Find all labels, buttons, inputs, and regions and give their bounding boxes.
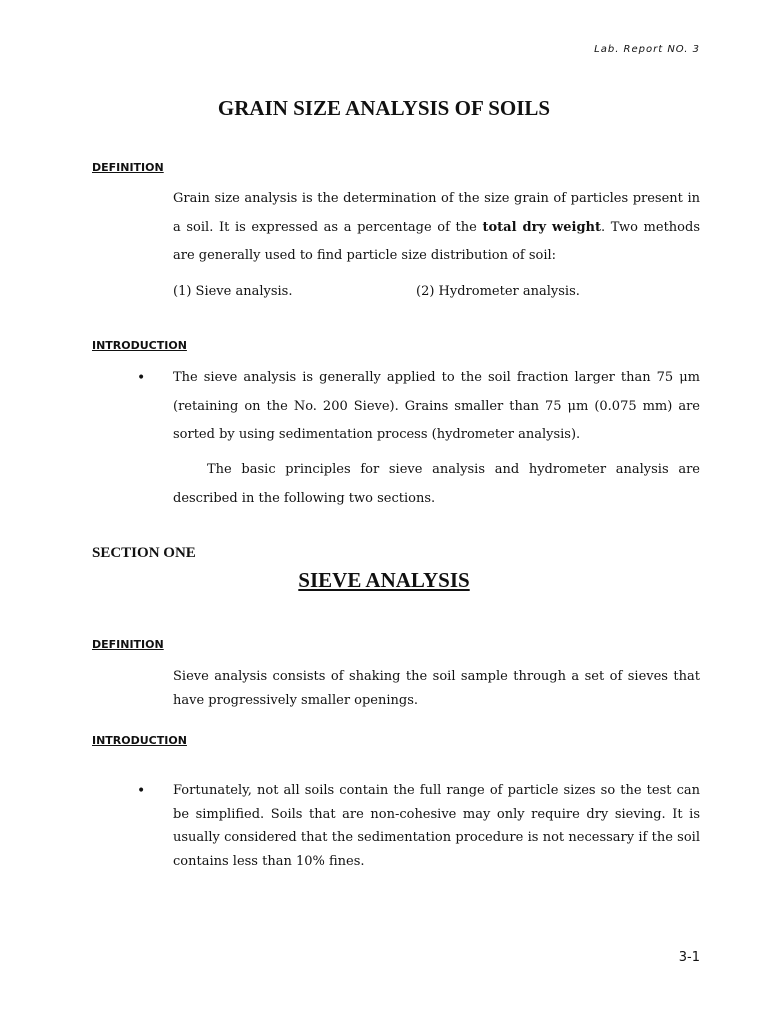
introduction-paragraph: The sieve analysis is generally applied to the soil fraction larger than 75 μm (retaining on the No. 200 Sieve). Grains smaller than 75 μm (0.075 mm) are sorted by using sedimentation process (hydrometer analysis). <box>173 370 700 442</box>
definition-label: DEFINITION <box>92 161 164 174</box>
definition-paragraph <box>173 185 700 271</box>
introduction-paragraph-2: The basic principles for sieve analysis and hydrometer analysis are described in the following two sections. <box>173 462 700 506</box>
sieve-definition-paragraph: Sieve analysis consists of shaking the soil sample through a set of sieves that have progressively smaller openings. <box>173 669 700 708</box>
page-number: 3-1 <box>678 950 700 965</box>
definition-text-b: . Two methods are generally used to find particle size distribution of soil: <box>173 219 700 263</box>
sieve-introduction-paragraph: Fortunately, not all soils contain the full range of particle sizes so the test can be simplified. Soils that are non-cohesive may only require dry sieving. It is usually considered that the sedimentation procedure is not necessary if the soil contains less than 10% fines. <box>173 783 700 869</box>
sieve-definition-label: DEFINITION <box>92 638 164 651</box>
bullet-icon: • <box>137 783 146 799</box>
method-1: (1) Sieve analysis. <box>173 284 293 299</box>
definition-bold: total dry weight <box>482 219 601 235</box>
bullet-icon: • <box>137 370 146 386</box>
page-title: GRAIN SIZE ANALYSIS OF SOILS <box>217 96 551 120</box>
report-header: Lab. Report NO. 3 <box>594 44 700 55</box>
method-2: (2) Hydrometer analysis. <box>416 284 580 299</box>
sieve-introduction-label: INTRODUCTION <box>92 734 187 747</box>
section-label: SECTION ONE <box>92 545 196 561</box>
section-title: SIEVE ANALYSIS <box>298 568 470 592</box>
definition-text-a: Grain size analysis is the determination of the size grain of particles present in a soil. It is expressed as a percentage of the <box>173 191 700 235</box>
introduction-label: INTRODUCTION <box>92 339 187 352</box>
